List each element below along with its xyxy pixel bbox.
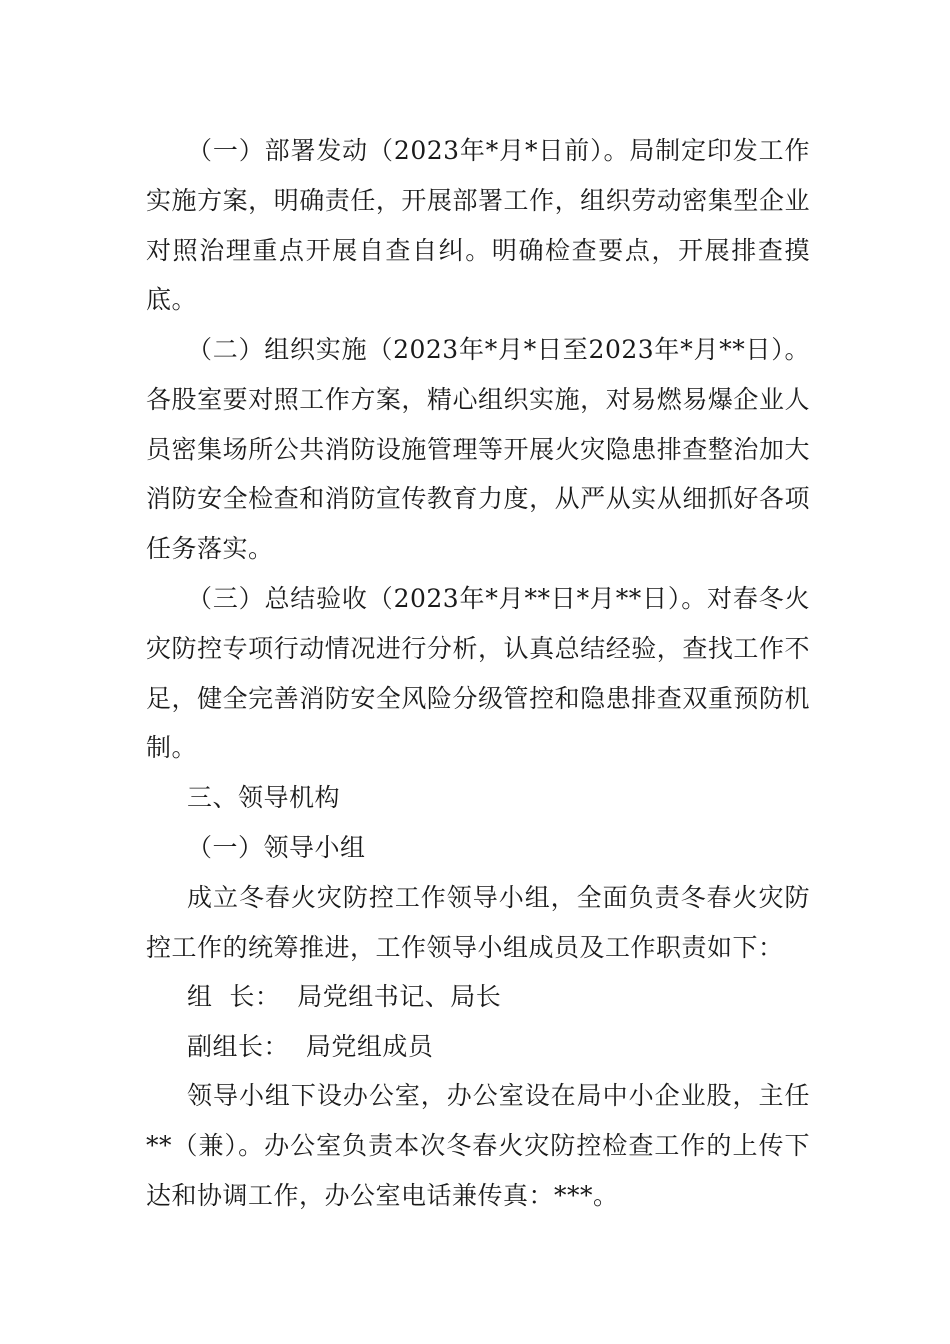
subsection-heading-leading-group: （一）领导小组 xyxy=(187,833,366,862)
paragraph-implementation: （二）组织实施（2023年*月*日至2023年*月**日）。各股室要对照工作方案，精心组织实施，对易燃易爆企业人员密集场所公共消防设施管理等开展火灾隐患排查整治加大消防安全检查和消防宣传教育力度，从严从实从细抓好各项任务落实。 xyxy=(146,335,810,564)
group-leader-line: 组 长： 局党组书记、局长 xyxy=(187,982,502,1011)
paragraph-office: 领导小组下设办公室，办公室设在局中小企业股，主任**（兼）。办公室负责本次冬春火灾防控检查工作的上传下达和协调工作，办公室电话兼传真：***。 xyxy=(146,1081,810,1210)
paragraph-deployment: （一）部署发动（2023年*月*日前）。局制定印发工作实施方案，明确责任，开展部署工作，组织劳动密集型企业对照治理重点开展自查自纠。明确检查要点，开展排查摸底。 xyxy=(146,136,810,315)
paragraph-group-setup: 成立冬春火灾防控工作领导小组，全面负责冬春火灾防控工作的统筹推进，工作领导小组成员及工作职责如下： xyxy=(146,883,810,962)
section-heading-leadership: 三、领导机构 xyxy=(187,783,341,812)
paragraph-acceptance: （三）总结验收（2023年*月**日*月**日）。对春冬火灾防控专项行动情况进行分析，认真总结经验，查找工作不足，健全完善消防安全风险分级管控和隐患排查双重预防机制。 xyxy=(146,584,810,763)
deputy-leader-line: 副组长： 局党组成员 xyxy=(187,1032,434,1061)
